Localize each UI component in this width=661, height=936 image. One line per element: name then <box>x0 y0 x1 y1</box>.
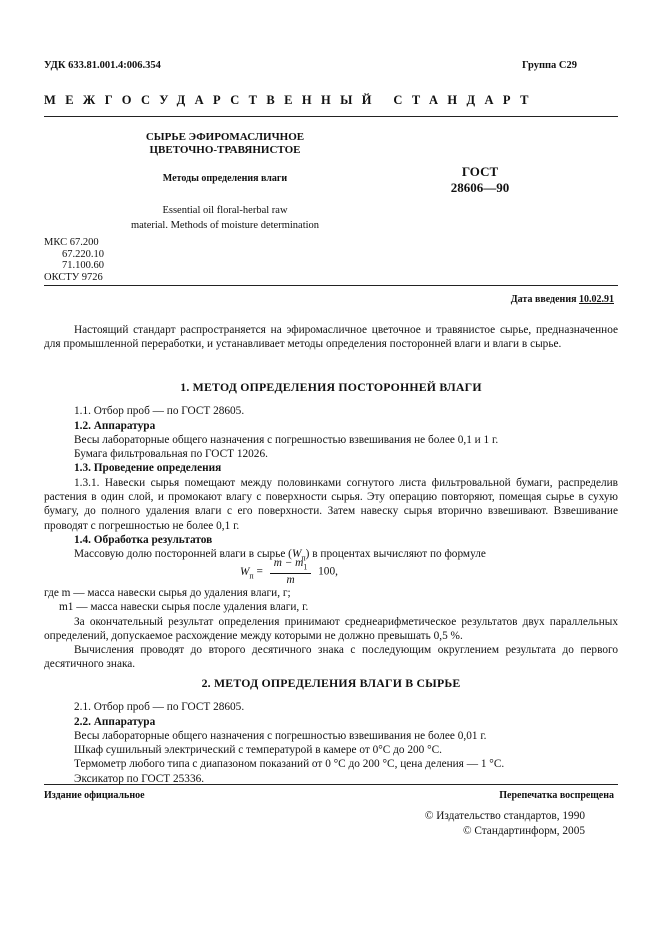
introduction-date-label: Дата введения <box>510 294 577 305</box>
clause-1-2-heading: 1.2. Аппаратура <box>74 419 156 432</box>
gost-label: ГОСТ <box>461 164 499 179</box>
document-subtitle: Методы определения влаги <box>162 173 288 184</box>
interstate-standard-banner: МЕЖГОСУДАРСТВЕННЫЙ СТАНДАРТ <box>44 93 538 107</box>
document-title <box>120 131 330 157</box>
section-1-continued <box>44 586 618 672</box>
formula-denominator: m <box>286 574 295 587</box>
where-m1: m1 — масса навески сырья после удаления влаги, г. <box>59 601 309 614</box>
where-m: где m — масса навески сырья до удаления влаги, г; <box>44 587 291 599</box>
mks-code-3: 71.100.60 <box>62 260 104 271</box>
mks-code: МКС 67.200 <box>44 237 99 248</box>
apparatus-scales: Весы лабораторные общего назначения с погрешностью взвешивания не более 0,01 г. <box>74 729 487 742</box>
formula-lhs: $W_п$ <box>240 565 254 580</box>
moisture-formula <box>240 557 338 587</box>
clause-1-3-1: 1.3.1. Навески сырья помещают между половинками согнутого листа фильтровальной бумаги, распределив растения в один слой, и промокают влагу с поверхности сырья. Эту операцию повторяют, помещая сырье в сухую бумагу, до полного удаления влаги с его поверхности. Затем навеску сырья вторично взвешивают. Взвешивание проводят с погрешностью не более 0,1 г. <box>44 476 618 532</box>
copyright-block <box>425 809 585 839</box>
apparatus-desiccator: Эксикатор по ГОСТ 25336. <box>74 772 205 785</box>
header-rule <box>44 116 618 117</box>
section-1 <box>44 380 618 566</box>
classifier-codes <box>44 237 104 283</box>
official-edition: Издание официальное <box>44 790 145 801</box>
clause-1-1: 1.1. Отбор проб — по ГОСТ 28605. <box>74 405 245 418</box>
clause-1-3-heading: 1.3. Проведение определения <box>74 462 222 475</box>
apparatus-oven: Шкаф сушильный электрический с температурой в камере от 0°С до 200 °С. <box>74 744 442 757</box>
gost-code: 28606—90 <box>450 180 510 195</box>
group-code: Группа С29 <box>521 60 577 71</box>
formula-equals: = <box>256 565 263 578</box>
clause-2-2-heading: 2.2. Аппаратура <box>74 715 156 728</box>
footer-rule <box>44 784 618 785</box>
copyright-1990: © Издательство стандартов, 1990 <box>424 810 585 822</box>
formula-fraction <box>270 557 312 587</box>
udk-code: УДК 633.81.001.4:006.354 <box>44 60 161 71</box>
gost-number <box>420 164 540 196</box>
final-result-paragraph: За окончательный результат определения принимают среднеарифметическое результатов двух параллельных определений, допускаемое расхождение между которыми не должно превышать 0,5 %. <box>44 615 618 642</box>
clause-1-4-heading: 1.4. Обработка результатов <box>74 533 213 546</box>
clause-1-2-paper: Бумага фильтровальная по ГОСТ 12026. <box>74 448 268 461</box>
section-2-heading: 2. МЕТОД ОПРЕДЕЛЕНИЯ ВЛАГИ В СЫРЬЕ <box>201 676 461 690</box>
formula-numerator: $m - m_1$ <box>270 557 312 574</box>
section-2 <box>44 676 618 786</box>
apparatus-thermometer: Термометр любого типа с диапазоном показаний от 0 °С до 200 °С, цена деления — 1 °С. <box>74 758 505 771</box>
clause-1-4-text: Массовую долю посторонней влаги в сырье $(W_п)$ в процентах вычисляют по формуле <box>74 548 486 563</box>
title-line-2: ЦВЕТОЧНО-ТРАВЯНИСТОЕ <box>149 144 301 156</box>
copyright-2005: © Стандартинформ, 2005 <box>462 825 585 837</box>
formula-factor: 100, <box>318 565 338 578</box>
introduction-date <box>511 294 614 305</box>
section-1-heading: 1. МЕТОД ОПРЕДЕЛЕНИЯ ПОСТОРОННЕЙ ВЛАГИ <box>180 380 482 394</box>
english-title-line-1: Essential oil floral-herbal raw <box>162 205 288 216</box>
clause-1-2-scales: Весы лабораторные общего назначения с погрешностью взвешивания не более 0,1 и 1 г. <box>74 433 499 446</box>
english-title <box>100 203 350 233</box>
english-title-line-2: material. Methods of moisture determination <box>130 220 320 231</box>
clause-2-1: 2.1. Отбор проб — по ГОСТ 28605. <box>74 701 245 714</box>
introduction-date-value: 10.02.91 <box>579 294 614 305</box>
reprint-prohibited: Перепечатка воспрещена <box>499 790 614 801</box>
moisture-symbol: $W_п$ <box>291 548 306 563</box>
intro-paragraph: Настоящий стандарт распространяется на эфиромасличное цветочное и травянистое сырье, предназначенное для промышленной переработки, и устанавливает методы определения посторонней влаги и влаги в сырье. <box>44 324 618 351</box>
calculation-paragraph: Вычисления проводят до второго десятичного знака с последующим округлением результата до первого десятичного знака. <box>44 644 618 671</box>
okstu-code: ОКСТУ 9726 <box>44 271 103 283</box>
classifier-rule <box>44 285 618 286</box>
title-line-1: СЫРЬЕ ЭФИРОМАСЛИЧНОЕ <box>145 131 305 143</box>
mks-code-2: 67.220.10 <box>62 248 104 260</box>
